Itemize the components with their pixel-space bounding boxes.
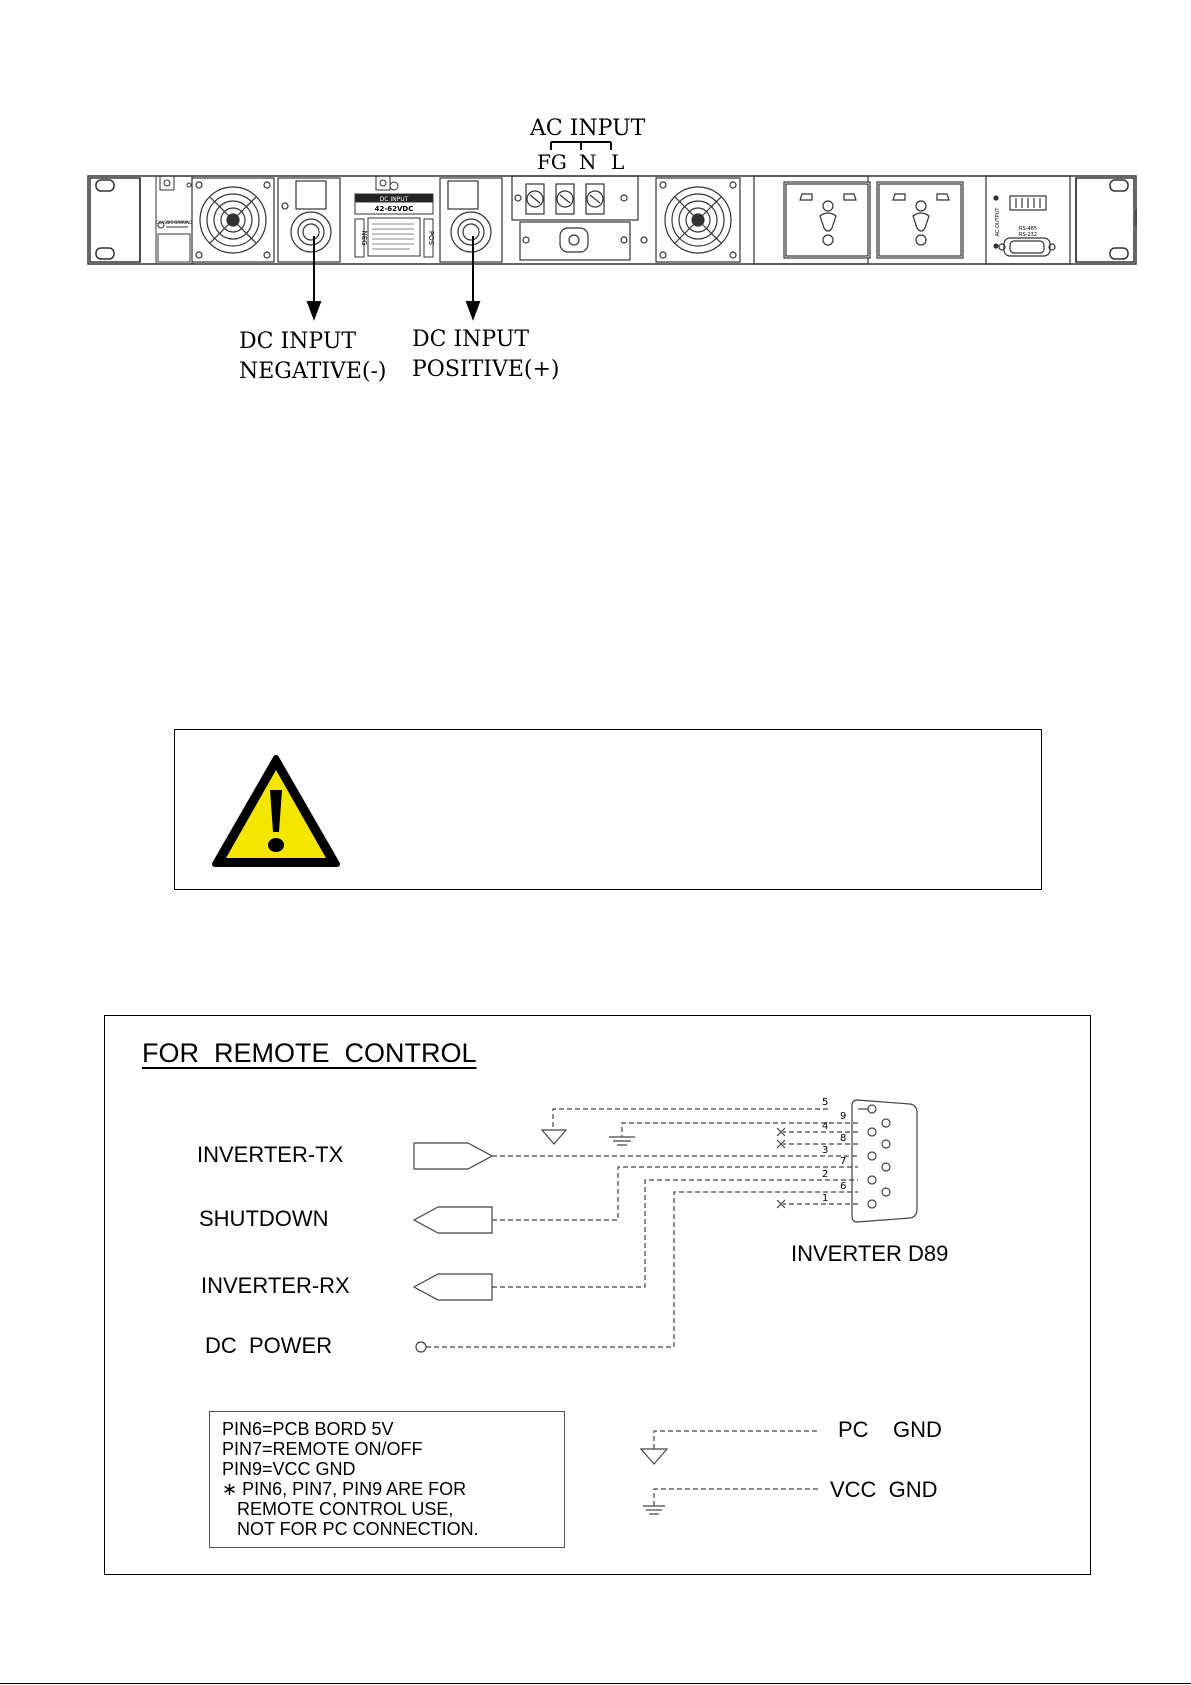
ac-terminal-fg: FG xyxy=(537,150,567,174)
dc-power-label: DC POWER xyxy=(205,1333,333,1358)
dc-input-negative-line2: NEGATIVE(-) xyxy=(239,359,387,384)
ac-terminal-n: N xyxy=(579,150,597,174)
note-line: NOT FOR PC CONNECTION. xyxy=(222,1519,479,1539)
dc-input-positive-line1: DC INPUT xyxy=(412,327,530,352)
dc-power-terminal xyxy=(416,1342,426,1352)
note-line: PIN6=PCB BORD 5V xyxy=(222,1419,394,1439)
vcc-gnd-icon xyxy=(643,1506,665,1514)
chassis-ground-icon xyxy=(609,1137,635,1145)
dc-voltage-label: 42-62VDC xyxy=(374,205,414,213)
pin-label-5: 5 xyxy=(822,1097,829,1108)
inverter-rx-label: INVERTER-RX xyxy=(201,1273,350,1298)
dc-input-negative-line1: DC INPUT xyxy=(239,329,357,354)
pin-notes-box xyxy=(209,1411,565,1548)
rs485-label: RS-485 xyxy=(1019,226,1037,232)
inverter-d89-label: INVERTER D89 xyxy=(791,1241,949,1266)
rs232-label: RS-232 xyxy=(1019,232,1037,238)
neg-label: NEG xyxy=(360,230,368,246)
pin-label-6: 6 xyxy=(840,1181,847,1192)
pin-label-2: 2 xyxy=(822,1169,829,1180)
note-line: ∗ PIN6, PIN7, PIN9 ARE FOR xyxy=(222,1479,467,1499)
db9-connector xyxy=(852,1100,917,1222)
dc-input-positive-line2: POSITIVE(+) xyxy=(412,357,560,382)
pin-label-8: 8 xyxy=(840,1133,847,1144)
inverter-tx-label: INVERTER-TX xyxy=(197,1142,344,1167)
shutdown-connector xyxy=(414,1207,492,1233)
note-line: PIN9=VCC GND xyxy=(222,1459,356,1479)
inverter-rx-connector xyxy=(414,1274,492,1300)
shutdown-label: SHUTDOWN xyxy=(199,1206,329,1231)
pin-label-1: 1 xyxy=(822,1193,829,1204)
pin-label-7: 7 xyxy=(840,1156,847,1167)
pc-gnd-label: PC GND xyxy=(838,1417,942,1442)
vcc-gnd-label: VCC GND xyxy=(830,1477,938,1502)
dc-input-plate-label: DC INPUT xyxy=(379,196,409,203)
ac-terminal-l: L xyxy=(611,150,625,174)
unused-pin-marks xyxy=(777,1128,785,1208)
ac-input-title: AC INPUT xyxy=(530,116,646,141)
pos-label: POS xyxy=(427,230,435,246)
note-line: REMOTE CONTROL USE, xyxy=(222,1499,454,1519)
remote-control-title: FOR REMOTE CONTROL xyxy=(142,1038,477,1068)
signal-ground-icon xyxy=(542,1130,566,1144)
pin-label-9: 9 xyxy=(840,1111,847,1122)
pin-label-4: 4 xyxy=(822,1121,829,1132)
chassis-ground-label: CHASSIS GROUND xyxy=(155,220,193,225)
note-line: PIN7=REMOTE ON/OFF xyxy=(222,1439,423,1459)
inverter-tx-connector xyxy=(414,1143,492,1169)
pc-gnd-icon xyxy=(641,1449,667,1464)
ac-output-label: AC OUTPUT xyxy=(995,207,1001,237)
page-bottom-rule xyxy=(0,1683,1191,1684)
pin-label-3: 3 xyxy=(822,1145,829,1156)
